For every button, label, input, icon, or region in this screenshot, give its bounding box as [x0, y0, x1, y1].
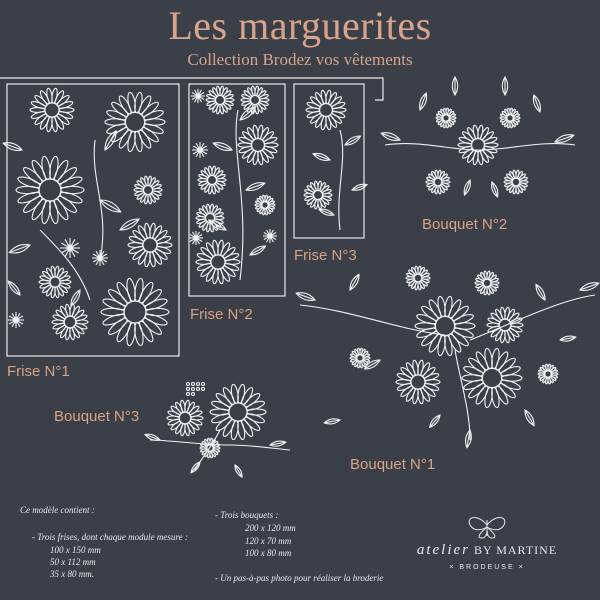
dot	[202, 388, 205, 391]
daisy-petal	[467, 356, 487, 374]
daisy-center	[125, 112, 144, 131]
dot	[197, 383, 200, 386]
daisy-center	[143, 238, 157, 252]
daisy-center	[211, 255, 225, 269]
daisy-petal	[22, 165, 45, 186]
daisy-center	[229, 403, 247, 421]
stem	[385, 144, 575, 150]
daisy-center	[483, 279, 491, 287]
bouquet2-label: Bouquet N°2	[422, 216, 508, 233]
daisy-center	[45, 103, 59, 117]
daisy-petal	[467, 382, 487, 400]
daisy-petal	[450, 304, 470, 322]
daisy-center	[434, 178, 442, 186]
bouquet1-label: Bouquet N°1	[350, 456, 436, 473]
frise-size-2: 50 x 112 mm	[50, 557, 96, 567]
daisy-petal	[107, 316, 130, 337]
daisy-center	[39, 179, 61, 201]
daisy-center	[64, 316, 76, 328]
daisy-petal	[450, 330, 470, 348]
bouquet-size-1: 200 x 120 mm	[245, 523, 296, 533]
daisy-petal	[110, 126, 130, 144]
bouquet-size-3: 100 x 80 mm	[245, 548, 292, 558]
bouquet-size-2: 120 x 70 mm	[245, 536, 292, 546]
butterfly-icon	[469, 517, 505, 538]
daisy-petal	[497, 356, 517, 374]
daisy-center	[179, 412, 191, 424]
daisy-center	[216, 96, 225, 105]
dot	[192, 383, 195, 386]
dot	[187, 388, 190, 391]
daisy-petal	[420, 304, 440, 322]
stem	[40, 230, 90, 300]
logo-name: BY MARTINE	[473, 543, 558, 557]
daisy-center	[482, 368, 501, 387]
daisy-petal	[497, 382, 517, 400]
daisy-center	[512, 178, 520, 186]
daisy-center	[124, 301, 146, 323]
daisy-center	[545, 371, 551, 377]
stem	[470, 295, 595, 340]
daisy-center	[144, 186, 153, 195]
brand-logo	[412, 542, 562, 559]
daisy-petal	[140, 100, 160, 118]
daisy-center	[443, 115, 449, 121]
dot	[197, 388, 200, 391]
leaf-vein	[8, 281, 20, 295]
page-title: Les marguerites	[168, 3, 432, 48]
dot	[192, 393, 195, 396]
daisy-center	[208, 176, 217, 185]
daisy-center	[320, 104, 333, 117]
daisy-center	[411, 375, 425, 389]
daisy-petal	[107, 287, 130, 308]
daisy-petal	[140, 126, 160, 144]
frise3-label: Frise N°3	[294, 247, 357, 264]
dot	[187, 383, 190, 386]
daisy-petal	[22, 194, 45, 215]
daisy-center	[507, 115, 513, 121]
bouquets-intro: - Trois bouquets :	[215, 510, 279, 520]
dot	[187, 393, 190, 396]
daisy-petal	[56, 194, 79, 215]
daisy-center	[414, 274, 422, 282]
daisy-center	[435, 316, 454, 335]
daisy-center	[262, 202, 268, 208]
logo-script: atelier	[416, 542, 470, 558]
dot	[202, 383, 205, 386]
daisy-petal	[141, 316, 164, 337]
frise-size-3: 35 x 80 mm.	[50, 569, 94, 579]
daisy-petal	[110, 100, 130, 118]
dot	[192, 388, 195, 391]
daisy-center	[50, 277, 60, 287]
stem	[236, 110, 243, 280]
stem	[339, 130, 343, 230]
bouquet3-label: Bouquet N°3	[54, 408, 140, 425]
daisy-center	[357, 355, 363, 361]
logo-tagline: × BRODEUSE ×	[449, 564, 525, 571]
daisy-center	[314, 191, 323, 200]
daisy-center	[251, 96, 260, 105]
frise-size-1: 100 x 150 mm	[50, 545, 101, 555]
daisy-petal	[56, 165, 79, 186]
stem	[455, 350, 470, 440]
frises-intro: - Trois frises, dont chaque module mesure :	[32, 532, 188, 542]
page-subtitle: Collection Brodez vos vêtements	[187, 50, 413, 69]
frise1-label: Frise N°1	[7, 363, 70, 380]
frise2-label: Frise N°2	[190, 306, 253, 323]
daisy-petal	[141, 287, 164, 308]
tutorial-note: - Un pas-à-pas photo pour réaliser la broderie	[215, 573, 384, 583]
contents-heading: Ce modèle contient :	[20, 505, 95, 515]
daisy-center	[252, 139, 265, 152]
